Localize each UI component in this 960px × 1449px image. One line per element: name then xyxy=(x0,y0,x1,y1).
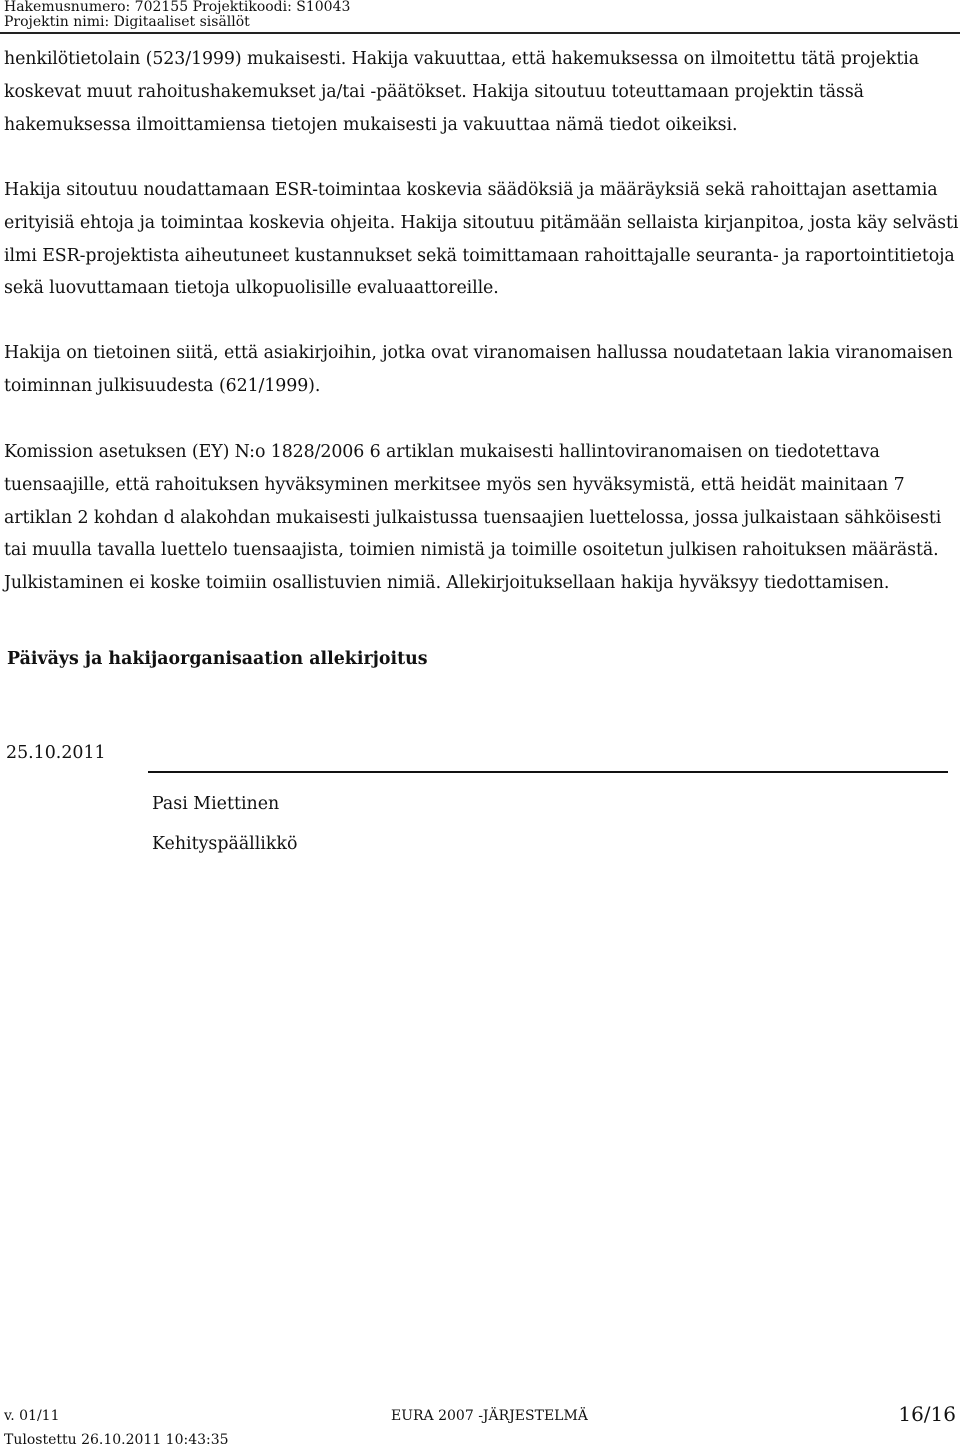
header-divider xyxy=(0,32,960,34)
signature-line xyxy=(148,771,948,773)
footer-system-name: EURA 2007 -JÄRJESTELMÄ xyxy=(391,1408,588,1424)
paragraph-commission-regulation: Komission asetuksen (EY) N:o 1828/2006 6 artiklan mukaisesti hallintoviranomaisen on tiedotettava tuensaajille, että rahoituksen hyväksyminen merkitsee myös sen hyväksymistä, että heidät mainitaan 7 artiklan 2 kohdan d alakohdan mukaisesti julkaistussa tuensaajien luettelossa, jossa julkaistaan sähköisesti tai muulla tavalla luettelo tuensaajista, toimien nimistä ja toimille osoitetun julkisen rahoituksen määrästä. Julkistaminen ei koske toimiin osallistuvien nimiä. Allekirjoituksellaan hakija hyväksyy tiedottamisen. xyxy=(4,442,942,594)
document-header xyxy=(4,0,350,30)
page-number: 16/16 xyxy=(898,1402,956,1426)
application-number-line: Hakemusnumero: 702155 Projektikoodi: S10043 xyxy=(4,0,351,15)
signature-date: 25.10.2011 xyxy=(6,743,106,763)
signer-name: Pasi Miettinen xyxy=(152,794,280,814)
print-timestamp: Tulostettu 26.10.2011 10:43:35 xyxy=(4,1432,229,1448)
signer-title: Kehityspäällikkö xyxy=(152,834,298,854)
paragraph-esr-commitment: Hakija sitoutuu noudattamaan ESR-toimintaa koskevia säädöksiä ja määräyksiä sekä rahoittajan asettamia erityisiä ehtoja ja toimintaa koskevia ohjeita. Hakija sitoutuu pitämään sellaista kirjanpitoa, josta käy selvästi ilmi ESR-projektista aiheutuneet kustannukset sekä toimittamaan rahoittajalle seuranta- ja raportointitietoja sekä luovuttamaan tietoja ulkopuolisille evaluaattoreille. xyxy=(4,180,959,299)
paragraph-data-protection: henkilötietolain (523/1999) mukaisesti. Hakija vakuuttaa, että hakemuksessa on ilmoitettu tätä projektia koskevat muut rahoitushakemukset ja/tai -päätökset. Hakija sitoutuu toteuttamaan projektin tässä hakemuksessa ilmoittamiensa tietojen mukaisesti ja vakuuttaa nämä tiedot oikeiksi. xyxy=(4,49,919,135)
footer-version: v. 01/11 xyxy=(4,1408,60,1424)
paragraph-publicity: Hakija on tietoinen siitä, että asiakirjoihin, jotka ovat viranomaisen hallussa noudatetaan lakia viranomaisen toiminnan julkisuudesta (621/1999). xyxy=(4,343,953,396)
project-name-line: Projektin nimi: Digitaaliset sisällöt xyxy=(4,14,250,30)
signature-heading: Päiväys ja hakijaorganisaation allekirjoitus xyxy=(7,649,428,669)
